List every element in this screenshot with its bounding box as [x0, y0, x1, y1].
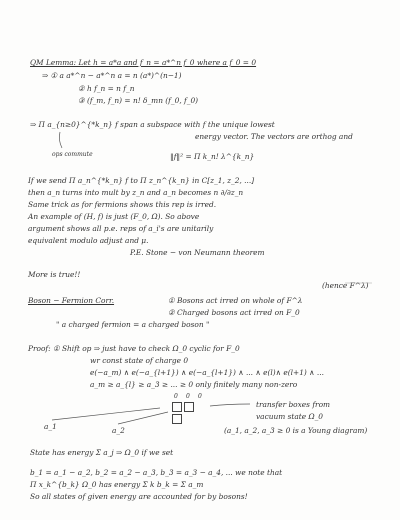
norm-formula: ‖f‖² = Π k_n! λ^{k_n} — [170, 152, 255, 161]
lemma-line-3: ③ (f_m, f_n) = n! δ_mn (f_0, f_0) — [78, 96, 199, 105]
lemma-line-2: ② h f_n = n f_n — [78, 84, 135, 93]
b-def-line: b_1 = a_1 − a_2, b_2 = a_2 − a_3, b_3 = a_3 − a_4, ... we note that — [30, 468, 283, 477]
trick-line: Same trick as for fermions shows this rep is irred. — [28, 200, 217, 209]
wedge-line: e(−a_m) ∧ e(−a_{l+1}) ∧ e(−a_{l+1}) ∧ ... ∧ e(l)∧ e(l+1) ∧ ... — [90, 368, 324, 377]
mult-line: then a_n turns into mult by z_n and a_n becomes n ∂/∂z_n — [28, 188, 244, 197]
transfer-line-2: vacuum state Ω_0 — [256, 412, 323, 421]
transfer-arrow — [210, 404, 250, 406]
proof-line: Proof: ① Shift op ⇒ just have to check Ω_0 cyclic for F_0 — [28, 344, 240, 353]
grid-num-2: 0 — [186, 393, 190, 400]
label-a2: a_2 — [112, 426, 125, 435]
lemma-line-1: ⇒ ① a a*^n − a*^n a = n (a*)^(n−1) — [42, 71, 182, 80]
lemma-heading: QM Lemma: Let h = a*a and f_n = a*^n f_0 where a f_0 = 0 — [30, 58, 257, 67]
more-is-true: More is true!! — [28, 270, 81, 279]
a2-arrow — [118, 412, 168, 424]
bf-slogan: " a charged fermion = a charged boson " — [56, 320, 210, 329]
example-line: An example of (H, f) is just (F_0, Ω). So above — [28, 212, 200, 221]
transfer-line-1: transfer boxes from — [256, 400, 331, 409]
boson-fermion-heading: Boson − Fermion Corr. — [28, 296, 115, 305]
grid-num-3: 0 — [198, 393, 202, 400]
label-a1: a_1 — [44, 422, 57, 431]
send-line: If we send Π a_n^{*k_n} f to Π z_n^{k_n} in C[z_1, z_2, ...] — [28, 176, 255, 185]
orthog-line: energy vector. The vectors are orthog and — [195, 132, 353, 141]
charge-line: wr const state of charge 0 — [90, 356, 189, 365]
ops-commute-note: ops commute — [52, 151, 93, 158]
energy-sum-line: Π x_k^{b_k} Ω_0 has energy Σ k b_k = Σ a_m — [30, 480, 204, 489]
grid-num-1: 0 — [174, 393, 178, 400]
bf-item-2: ② Charged bosons act irred on F_0 — [168, 308, 300, 317]
a1-arrow — [52, 408, 160, 420]
young-diagram-note: (a_1, a_2, a_3 ≥ 0 is a Young diagram) — [224, 426, 368, 435]
bf-item-1: ① Bosons act irred on whole of F^λ — [168, 296, 303, 305]
hence-note: (hence F^λ) — [322, 281, 369, 290]
equivalent-line: equivalent modulo adjust and μ. — [28, 236, 149, 245]
finite-line: a_m ≥ a_{l} ≥ a_3 ≥ ... ≥ 0 only finitely many non-zero — [90, 380, 298, 389]
stone-von-neumann: P.E. Stone − von Neumann theorem — [130, 248, 265, 257]
ops-commute-arrow — [59, 132, 62, 148]
conclusion-line: So all states of given energy are accounted for by bosons! — [30, 492, 248, 501]
span-line: ⇒ Π a_{n≥0}^{*k_n} f span a subspace with f the unique lowest — [30, 120, 275, 129]
energy-line: State has energy Σ a_j ⇒ Ω_0 if we set — [30, 448, 174, 457]
argument-line: argument shows all p.e. reps of a_i's are unitarily — [28, 224, 214, 233]
